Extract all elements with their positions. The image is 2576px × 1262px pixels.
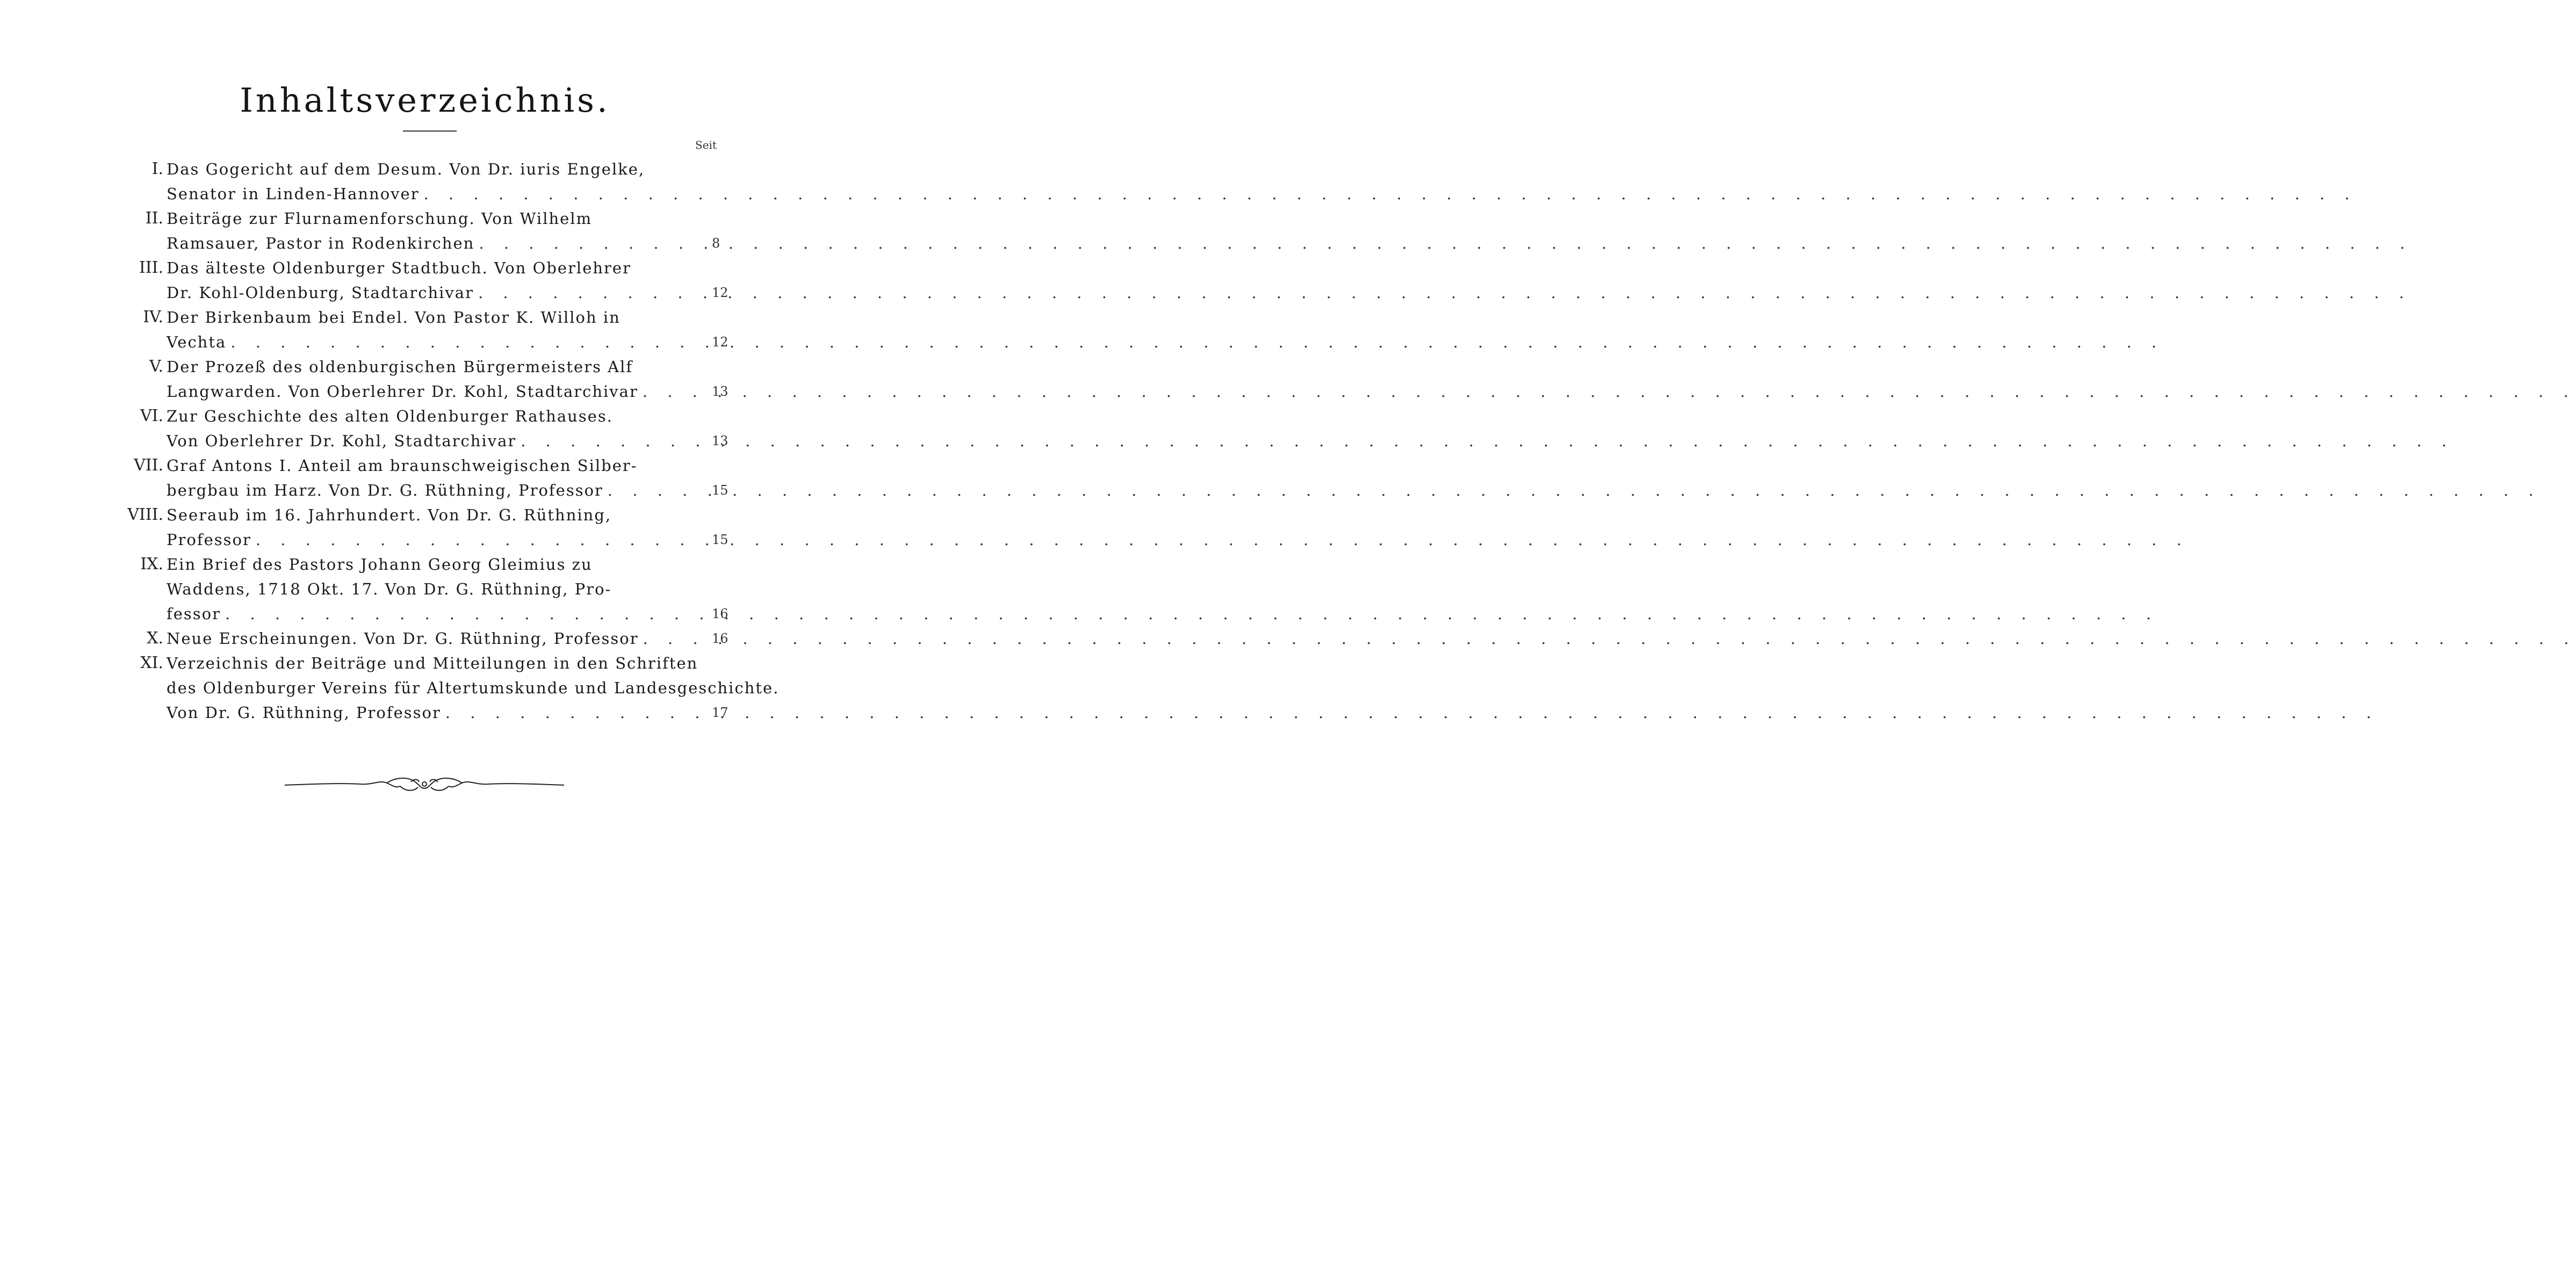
entry-line <box>167 157 696 182</box>
entry-line <box>167 577 696 601</box>
toc-entry <box>0 503 850 552</box>
entry-line <box>167 552 696 577</box>
leader-dots <box>420 182 2357 206</box>
entry-page-number: 15 <box>712 532 728 547</box>
entry-number: II. <box>145 209 163 228</box>
entry-line <box>167 256 696 280</box>
entry-number: IX. <box>140 555 163 574</box>
leader-dots <box>516 429 2454 453</box>
entry-line-text: Langwarden. Von Oberlehrer Dr. Kohl, Stadtarchivar <box>167 382 638 401</box>
toc-entry <box>0 206 850 256</box>
toc-page <box>0 0 850 1262</box>
entry-line-text: fessor <box>167 605 221 623</box>
entry-line <box>167 601 696 626</box>
entry-page-number: 12 <box>712 285 728 300</box>
entry-line <box>167 404 696 429</box>
toc-entry <box>0 354 850 404</box>
entry-number: VIII. <box>127 505 163 524</box>
entry-number: VII. <box>134 456 163 475</box>
entry-line-text: Das Gogericht auf dem Desum. Von Dr. iuris Engelke, <box>167 160 645 178</box>
leader-dots <box>638 379 2576 404</box>
entry-text <box>167 453 696 503</box>
entry-line-text: Dr. Kohl-Oldenburg, Stadtarchivar <box>167 284 474 302</box>
entry-line-text: bergbau im Harz. Von Dr. G. Rüthning, Professor <box>167 481 603 499</box>
ornament-divider <box>279 768 569 800</box>
entry-line-text: Waddens, 1718 Okt. 17. Von Dr. G. Rüthning, Pro- <box>167 580 612 598</box>
entry-line <box>167 231 696 256</box>
entry-number: X. <box>147 629 163 648</box>
entry-line <box>167 330 696 354</box>
column-header-page: Seit <box>695 139 717 151</box>
entry-line-text: des Oldenburger Vereins für Altertumskunde und Landesgeschichte. <box>167 679 780 697</box>
toc-entry <box>0 256 850 305</box>
entry-text <box>167 354 696 404</box>
entry-text <box>167 305 696 354</box>
toc-entry <box>0 651 850 725</box>
leader-dots <box>251 527 2189 552</box>
title-rule <box>403 130 457 132</box>
entry-line <box>167 429 696 453</box>
toc-entry <box>0 404 850 453</box>
entry-number: I. <box>151 159 163 178</box>
entry-line-text: Beiträge zur Flurnamenforschung. Von Wilhelm <box>167 209 593 228</box>
entry-number: V. <box>149 357 163 376</box>
entry-line-text: Verzeichnis der Beiträge und Mitteilungen in den Schriften <box>167 654 698 672</box>
entry-text <box>167 503 696 552</box>
toc-entry <box>0 453 850 503</box>
entry-line-text: Senator in Linden-Hannover <box>167 185 420 203</box>
entry-page-number: 8 <box>712 236 720 251</box>
entry-line <box>167 676 780 700</box>
entry-line-text: Das älteste Oldenburger Stadtbuch. Von Oberlehrer <box>167 259 631 277</box>
entry-number: VI. <box>140 407 163 425</box>
entry-page-number: 17 <box>712 705 728 720</box>
leader-dots <box>221 601 2159 626</box>
entry-line-text: Neue Erscheinungen. Von Dr. G. Rüthning, Professor <box>167 629 639 648</box>
leader-dots <box>603 478 2541 503</box>
entry-line <box>167 651 696 676</box>
toc-entry <box>0 626 850 651</box>
entry-line <box>167 379 696 404</box>
entry-line <box>167 626 696 651</box>
toc-list <box>0 157 850 725</box>
entry-line <box>167 700 696 725</box>
entry-line-text: Der Prozeß des oldenburgischen Bürgermeisters Alf <box>167 358 633 376</box>
entry-text <box>167 552 696 626</box>
entry-text <box>167 206 696 256</box>
entry-line-text: Ein Brief des Pastors Johann Georg Gleimius zu <box>167 555 593 574</box>
entry-line-text: Ramsauer, Pastor in Rodenkirchen <box>167 234 475 252</box>
entry-line-text: Professor <box>167 531 251 549</box>
entry-page-number: 13 <box>712 433 728 448</box>
entry-text <box>167 157 696 206</box>
entry-line <box>167 354 696 379</box>
entry-line <box>167 305 696 330</box>
entry-number: III. <box>139 258 163 277</box>
entry-page-number: 13 <box>712 384 728 399</box>
entry-page-number: 16 <box>712 631 728 646</box>
toc-entry <box>0 157 850 206</box>
entry-text <box>167 626 696 651</box>
leader-dots <box>474 280 2412 305</box>
entry-line-text: Zur Geschichte des alten Oldenburger Rathauses. <box>167 407 613 425</box>
toc-entry <box>0 305 850 354</box>
entry-line <box>167 503 696 527</box>
entry-line-text: Von Oberlehrer Dr. Kohl, Stadtarchivar <box>167 432 517 450</box>
entry-line-text: Seeraub im 16. Jahrhundert. Von Dr. G. Rüthning, <box>167 506 612 524</box>
leader-dots <box>441 700 2379 725</box>
entry-line <box>167 182 696 206</box>
entry-line <box>167 527 696 552</box>
entry-line-text: Graf Antons I. Anteil am braunschweigischen Silber- <box>167 456 638 475</box>
entry-number: XI. <box>140 654 163 672</box>
entry-line <box>167 478 696 503</box>
entry-page-number: 12 <box>712 335 728 350</box>
entry-line <box>167 453 696 478</box>
entry-line-text: Vechta <box>167 333 227 351</box>
entry-line-text: Der Birkenbaum bei Endel. Von Pastor K. Willoh in <box>167 308 620 327</box>
entry-page-number: 15 <box>712 483 728 498</box>
entry-line <box>167 206 696 231</box>
leader-dots <box>226 330 2164 354</box>
entry-text <box>167 404 696 453</box>
entry-page-number: 16 <box>712 606 728 621</box>
entry-number: IV. <box>143 308 163 327</box>
entry-line <box>167 280 696 305</box>
page-title: Inhaltsverzeichnis. <box>240 81 610 120</box>
leader-dots <box>639 626 2576 651</box>
entry-line-text: Von Dr. G. Rüthning, Professor <box>167 703 441 722</box>
entry-text <box>167 256 696 305</box>
toc-entry <box>0 552 850 626</box>
leader-dots <box>474 231 2412 256</box>
